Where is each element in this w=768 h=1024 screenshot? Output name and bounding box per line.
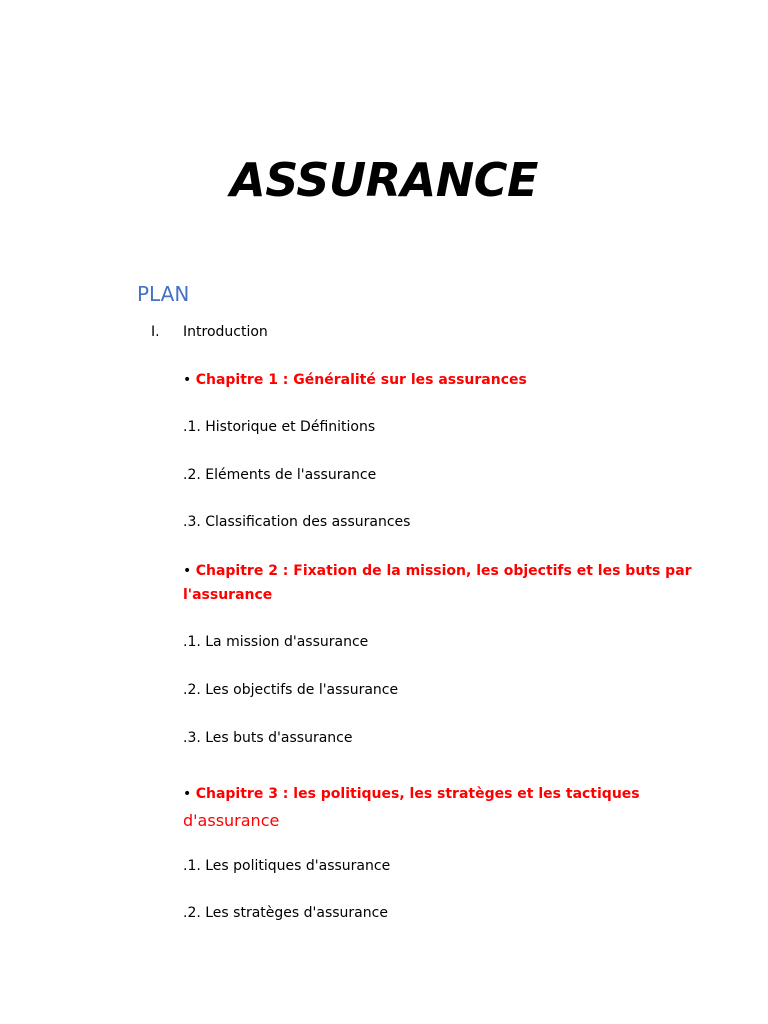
chapter-1-item-3: .3. Classification des assurances <box>183 514 411 530</box>
intro-label: Introduction <box>183 324 268 340</box>
chapter-3-item-2: .2. Les stratèges d'assurance <box>183 905 388 921</box>
chapter-3-heading <box>183 782 640 806</box>
intro-numeral: I. <box>151 324 160 340</box>
chapter-3-item-1: .1. Les politiques d'assurance <box>183 858 391 874</box>
chapter-2-heading <box>183 559 692 583</box>
chapter-2-item-3: .3. Les buts d'assurance <box>183 730 353 746</box>
chapter-1-heading <box>183 368 527 392</box>
chapter-3-title-line-2: d'assurance <box>183 811 280 830</box>
bullet-icon: • <box>183 563 192 579</box>
plan-heading: PLAN <box>137 282 190 306</box>
chapter-2-title-line-1: Chapitre 2 : Fixation de la mission, les objectifs et les buts par <box>195 563 692 579</box>
chapter-2-title-line-2: l'assurance <box>183 587 273 603</box>
bullet-icon: • <box>183 372 192 388</box>
chapter-2-heading-continued <box>183 583 272 607</box>
chapter-2-item-1: .1. La mission d'assurance <box>183 634 369 650</box>
chapter-2-item-2: .2. Les objectifs de l'assurance <box>183 682 399 698</box>
document-title: ASSURANCE <box>230 153 538 207</box>
chapter-1-item-2: .2. Eléments de l'assurance <box>183 467 377 483</box>
chapter-1-title: Chapitre 1 : Généralité sur les assurances <box>195 372 527 388</box>
chapter-1-item-1: .1. Historique et Définitions <box>183 419 376 435</box>
chapter-3-title-line-1: Chapitre 3 : les politiques, les stratèges et les tactiques <box>195 786 640 802</box>
bullet-icon: • <box>183 786 192 802</box>
